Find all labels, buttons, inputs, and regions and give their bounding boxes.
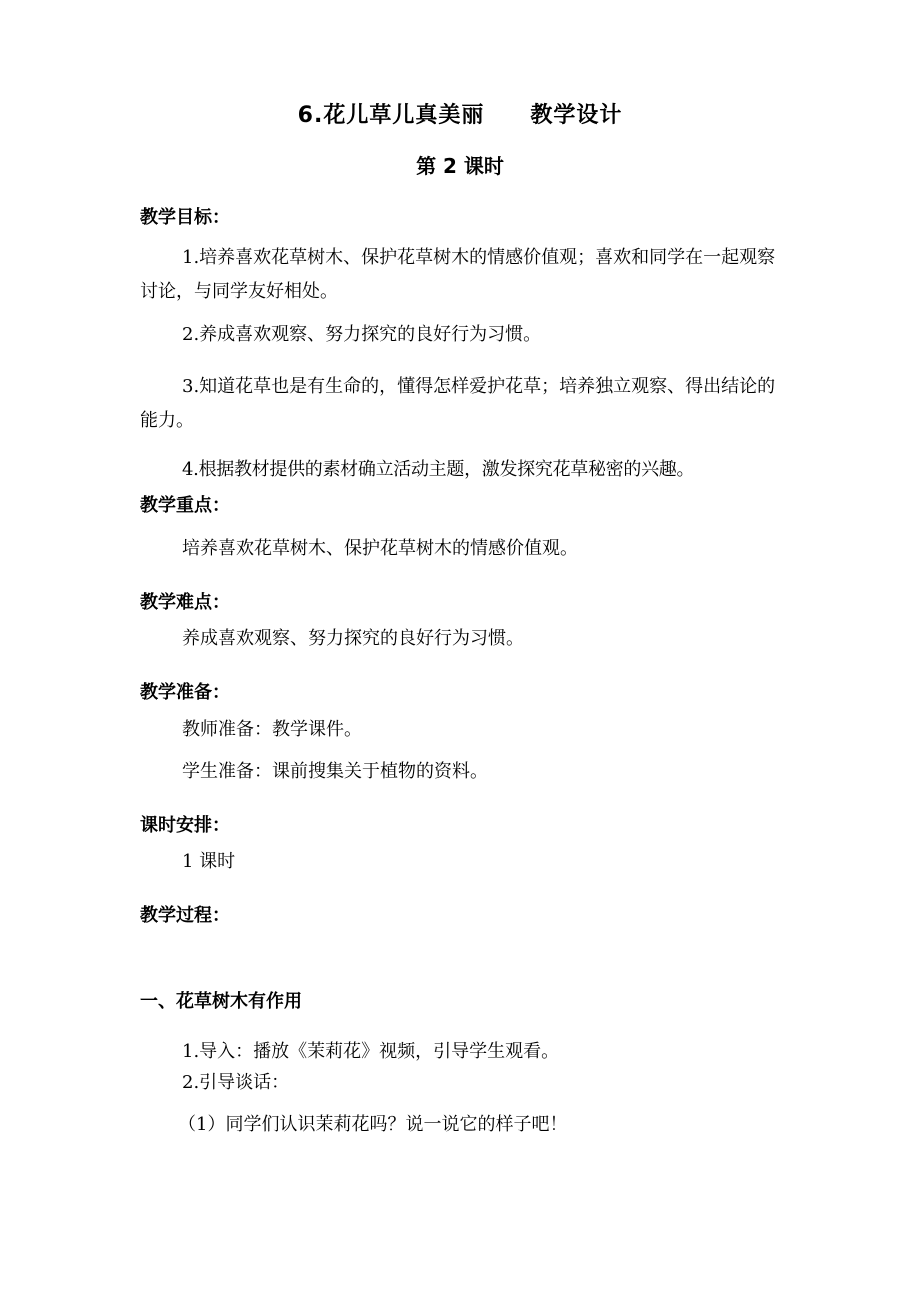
process-step-2: 2.引导谈话： [182, 1072, 290, 1093]
objective-item-4: 4.根据教材提供的素材确立活动主题，激发探究花草秘密的兴趣。 [182, 459, 695, 480]
preparation-heading: 教学准备： [140, 682, 230, 703]
teacher-preparation: 教师准备：教学课件。 [182, 719, 362, 740]
section-title: 一、花草树木有作用 [140, 991, 302, 1012]
objective-item-2: 2.养成喜欢观察、努力探究的良好行为习惯。 [182, 324, 542, 345]
schedule-heading: 课时安排： [140, 815, 230, 836]
process-step-1: 1.导入：播放《茉莉花》视频，引导学生观看。 [182, 1041, 560, 1062]
student-preparation: 学生准备：课前搜集关于植物的资料。 [182, 761, 488, 782]
document-subtitle: 第 2 课时 [416, 154, 504, 178]
document-title: 6.花儿草儿真美丽 教学设计 [297, 103, 623, 128]
objectives-heading: 教学目标： [140, 207, 230, 228]
difficulties-heading: 教学难点： [140, 592, 230, 613]
schedule-text: 1 课时 [182, 851, 236, 872]
objective-item-1: 1.培养喜欢花草树木、保护花草树木的情感价值观；喜欢和同学在一起观察讨论，与同学友好相处。 [140, 247, 776, 302]
objective-item-3: 3.知道花草也是有生命的，懂得怎样爱护花草；培养独立观察、得出结论的能力。 [140, 376, 776, 431]
key-points-text: 培养喜欢花草树木、保护花草树木的情感价值观。 [182, 538, 578, 559]
process-heading: 教学过程： [140, 905, 230, 926]
key-points-heading: 教学重点： [140, 495, 230, 516]
process-sub-step: （1）同学们认识茉莉花吗？说一说它的样子吧！ [178, 1114, 568, 1135]
difficulties-text: 养成喜欢观察、努力探究的良好行为习惯。 [182, 628, 524, 649]
